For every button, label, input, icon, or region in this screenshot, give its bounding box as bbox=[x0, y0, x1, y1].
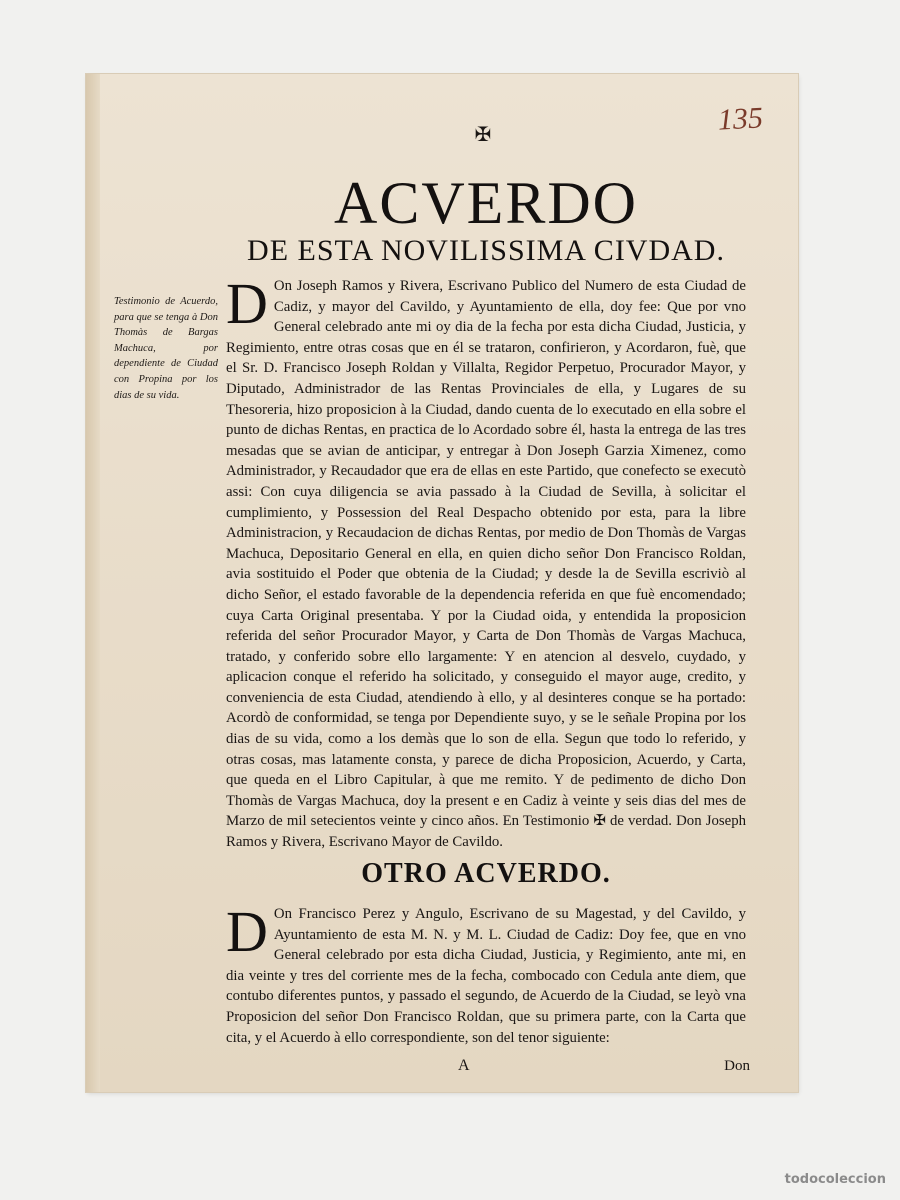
catchword-left: A bbox=[458, 1057, 470, 1074]
section-2-body bbox=[226, 899, 746, 1054]
page-title: ACVERDO bbox=[333, 170, 638, 236]
drop-cap: D bbox=[226, 271, 268, 336]
site-watermark: todocoleccion bbox=[784, 1172, 886, 1187]
section-2-heading: OTRO ACVERDO. bbox=[361, 858, 611, 889]
section-1-body bbox=[226, 271, 746, 851]
cross-icon: ✠ bbox=[474, 122, 492, 146]
page-subtitle: DE ESTA NOVILISSIMA CIVDAD. bbox=[247, 234, 725, 267]
section-1-text: On Joseph Ramos y Rivera, Escrivano Publico del Numero de esta Ciudad de Cadiz, y mayor del Cavildo, y Ayuntamiento de ella, doy fee: Que por vno General celebrado ante mi oy dia de la fecha por esta dicha Ciudad, Justicia, y Regimiento, entre otras cosas que en él se trataron, confirieron, y Acordaron, fuè, que el Sr. D. Francisco Joseph Roldan y Villalta, Regidor Perpetuo, Procurador Mayor, y Diputado, Administrador de las Rentas Provinciales de ella, y Lugares de su Thesoreria, hizo proposicion à la Ciudad, dando cuenta de lo executado en ella sobre el punto de dichas Rentas, en practica de lo Acordado sobre él, hasta la entrega de las tres mesadas que se avian de anticipar, y entregar à Don Joseph Garzia Ximenez, como Administrador, y Recaudador que era de ellas en este Partido, que conefecto se executò assi: Con cuya diligencia se avia passado à la Ciudad de Sevilla, à solicitar el cumplimiento, y Possession del Real Despacho obtenido por esta, para la libre Administracion, y Recaudacion de dichas Rentas, por medio de Don Thomàs de Vargas Machuca, Depositario General en ella, en quien dicho señor Don Francisco Roldan, avia sostituido el Poder que obtenia de la Ciudad; y desde la de Sevilla escriviò al dicho Señor, el estado favorable de la dependencia referida en que fuè encomendado; cuya Carta Original presentaba. Y por la Ciudad oida, y entendida la proposicion referida del señor Procurador Mayor, y Carta de Don Thomàs de Vargas Machuca, tratado, y conferido sobre ello largamente: Y en atencion al desvelo, cuydado, y aplicacion conque el referido ha solicitado, y conseguido el mayor auge, credito, y conveniencia de esta Ciudad, atendiendo à ello, y al desinteres conque se ha portado: Acordò de conformidad, se tenga por Dependiente suyo, y se le señale Propina por los dias de su vida, como a los demàs que lo son de ella. Segun que todo lo referido, y otras cosas, mas latamente consta, y parece de dicha Proposicion, Acuerdo, y Carta, que queda en el Libro Capitular, à que me remito. Y de pedimento de dicho Don Thomàs de Vargas Machuca, doy la present e en Cadiz à veinte y seis dias del mes de Marzo de mil setecientos veinte y cinco años. En Testimonio ✠ de verdad. Don Joseph Ramos y Rivera, Escrivano Mayor de Cavildo. bbox=[226, 278, 746, 851]
margin-note: Testimonio de Acuerdo, para que se tenga à Don Thomàs de Bargas Machuca, por dependiente de Ciudad con Propina por los dias de su vida. bbox=[114, 296, 218, 401]
catchword-right: Don bbox=[724, 1058, 750, 1074]
drop-cap: D bbox=[226, 899, 268, 964]
page-edge bbox=[86, 74, 100, 1092]
document-page bbox=[86, 74, 798, 1092]
section-2-text: On Francisco Perez y Angulo, Escrivano de su Magestad, y del Cavildo, y Ayuntamiento de esta M. N. y M. L. Ciudad de Cadiz: Doy fee, que en vno General celebrado por esta dicha Ciudad, Justicia, y Regimiento, ante mi, en dia veinte y tres del corriente mes de la fecha, combocado con Cedula ante diem, que contubo diferentes puntos, y passado el segundo, de Acuerdo de la Ciudad, se leyò vna Proposicion del señor Don Francisco Roldan, que su primera parte, con la Carta que cita, y el Acuerdo à ello correspondiente, son del tenor siguiente: bbox=[226, 906, 746, 1046]
folio-number: 135 bbox=[716, 101, 764, 137]
